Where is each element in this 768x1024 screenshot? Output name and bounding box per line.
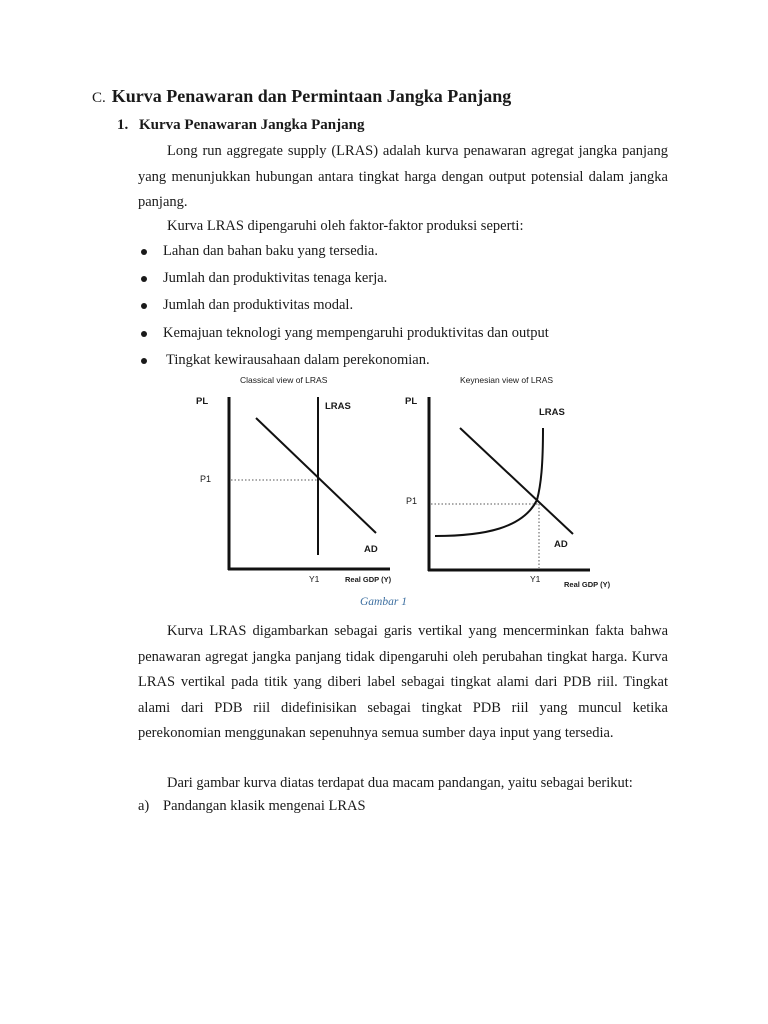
classical-lras-diagram <box>196 375 392 584</box>
bullet-icon <box>141 249 147 255</box>
keynesian-y1-label: Y1 <box>530 574 541 584</box>
keynesian-p1-label: P1 <box>406 496 418 506</box>
list-item-text: Jumlah dan produktivitas modal. <box>163 297 354 314</box>
keynesian-y-axis-label: PL <box>405 396 418 407</box>
subsection-number: 1. <box>117 117 129 133</box>
subsection-heading <box>117 117 364 134</box>
list-item <box>138 265 549 292</box>
section-heading <box>92 86 511 107</box>
classical-y1-label: Y1 <box>309 574 320 584</box>
bullet-icon <box>141 303 147 309</box>
classical-x-axis-label: Real GDP (Y) <box>345 575 392 584</box>
paragraph-lras-definition: Long run aggregate supply (LRAS) adalah kurva penawaran agregat jangka panjang yang menunjukkan hubungan antara tingkat harga dengan output potensial dalam jangka panjang. <box>138 143 668 210</box>
paragraph-lras-factors-intro: Kurva LRAS dipengaruhi oleh faktor-faktor produksi seperti: <box>167 218 524 234</box>
list-item-a <box>138 798 366 815</box>
bullet-icon <box>141 331 147 337</box>
list-item <box>138 292 549 319</box>
list-item <box>138 320 549 347</box>
list-item-a-marker: a) <box>138 798 150 814</box>
classical-y-axis-label: PL <box>196 396 209 407</box>
keynesian-lras-curve <box>435 428 543 536</box>
list-item-text: Jumlah dan produktivitas tenaga kerja. <box>163 270 388 287</box>
classical-ad-curve <box>256 418 376 533</box>
factor-list <box>138 238 549 374</box>
keynesian-diagram-title: Keynesian view of LRAS <box>460 375 554 385</box>
keynesian-lras-diagram <box>405 375 611 589</box>
subsection-title: Kurva Penawaran Jangka Panjang <box>139 117 365 133</box>
lras-figure <box>190 370 630 592</box>
figure-caption: Gambar 1 <box>360 596 407 608</box>
keynesian-x-axis-label: Real GDP (Y) <box>564 580 611 589</box>
keynesian-ad-label: AD <box>554 539 568 550</box>
classical-p1-label: P1 <box>200 474 212 484</box>
list-item-a-text: Pandangan klasik mengenai LRAS <box>163 798 366 814</box>
keynesian-lras-label: LRAS <box>539 407 565 418</box>
classical-ad-label: AD <box>364 544 378 555</box>
list-item-text: Tingkat kewirausahaan dalam perekonomian. <box>166 351 430 368</box>
keynesian-ad-curve <box>460 428 573 534</box>
list-item <box>138 238 549 265</box>
paragraph-lras-vertical: Kurva LRAS digambarkan sebagai garis vertikal yang mencerminkan fakta bahwa penawaran agregat jangka panjang tidak dipengaruhi oleh perubahan tingkat harga. Kurva LRAS vertikal pada titik yang diberi label sebagai tingkat alami dari PDB riil. Tingkat alami dari PDB riil didefinisikan sebagai tingkat PDB riil yang muncul ketika perekonomian menggunakan sepenuhnya semua sumber daya input yang tersedia. <box>138 623 668 741</box>
list-item-text: Lahan dan bahan baku yang tersedia. <box>163 243 378 259</box>
classical-diagram-title: Classical view of LRAS <box>240 375 328 385</box>
section-letter: C. <box>92 90 106 106</box>
bullet-icon <box>141 358 147 364</box>
paragraph-two-views-intro: Dari gambar kurva diatas terdapat dua macam pandangan, yaitu sebagai berikut: <box>167 775 633 791</box>
bullet-icon <box>141 276 147 282</box>
section-title: Kurva Penawaran dan Permintaan Jangka Panjang <box>111 86 512 106</box>
classical-lras-label: LRAS <box>325 401 351 412</box>
list-item-text: Kemajuan teknologi yang mempengaruhi produktivitas dan output <box>163 324 549 341</box>
